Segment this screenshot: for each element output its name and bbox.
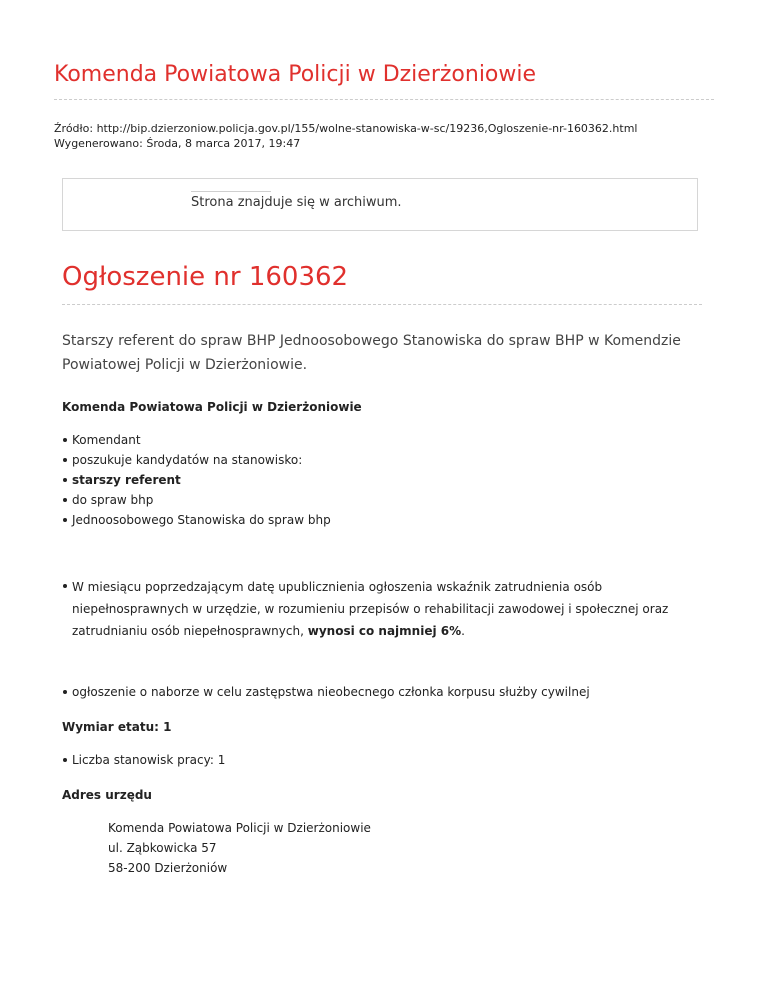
office-heading: Komenda Powiatowa Policji w Dzierżoniowie [62, 400, 362, 414]
list-item: Komendant [72, 430, 722, 450]
archive-notice-box [62, 178, 698, 231]
page-title: Ogłoszenie nr 160362 [62, 262, 349, 292]
office-section [62, 397, 722, 417]
list-item: Jednoosobowego Stanowiska do spraw bhp [72, 510, 722, 530]
disability-text: W miesiącu poprzedzającym datę upublicznienia ogłoszenia wskaźnik zatrudnienia osób niepełnosprawnych w urzędzie, w rozumieniu przepisów o rehabilitacji zawodowej i społecznej oraz zatrudnianiu osób niepełnosprawnych, [72, 580, 669, 638]
office-list [62, 430, 722, 530]
lead-paragraph: Starszy referent do spraw BHP Jednoosobowego Stanowiska do spraw BHP w Komendzie Powiatowej Policji w Dzierżoniowie. [62, 333, 681, 373]
site-title: Komenda Powiatowa Policji w Dzierżoniowie [54, 62, 537, 87]
title-divider [62, 304, 702, 305]
disability-section [62, 576, 722, 642]
address-heading: Adres urzędu [62, 788, 152, 802]
list-item: starszy referent [72, 470, 722, 490]
replacement-section [62, 682, 722, 702]
office-address [108, 818, 371, 878]
disability-end: . [461, 624, 465, 638]
source-line: Źródło: http://bip.dzierzoniow.policja.gov.pl/155/wolne-stanowiska-w-sc/19236,Ogloszenie-nr-160362.html [54, 122, 638, 135]
address-line: ul. Ząbkowicka 57 [108, 841, 217, 855]
workload-heading: Wymiar etatu: 1 [62, 720, 172, 734]
workload-section [62, 717, 722, 737]
generated-line: Wygenerowano: Środa, 8 marca 2017, 19:47 [54, 137, 301, 150]
archive-notice: Strona znajduje się w archiwum. [191, 195, 402, 210]
list-item: poszukuje kandydatów na stanowisko: [72, 450, 722, 470]
address-line: Komenda Powiatowa Policji w Dzierżoniowie [108, 821, 371, 835]
positions-item: Liczba stanowisk pracy: 1 [72, 750, 722, 770]
print-meta [54, 121, 637, 151]
archive-divider [191, 191, 271, 192]
disability-item [72, 576, 722, 642]
positions-section [62, 750, 722, 770]
address-section [62, 785, 722, 805]
header-divider [54, 99, 714, 100]
list-item: do spraw bhp [72, 490, 722, 510]
disability-bold: wynosi co najmniej 6% [307, 624, 462, 638]
replacement-item: ogłoszenie o naborze w celu zastępstwa nieobecnego członka korpusu służby cywilnej [72, 682, 722, 702]
address-line: 58-200 Dzierżoniów [108, 861, 228, 875]
